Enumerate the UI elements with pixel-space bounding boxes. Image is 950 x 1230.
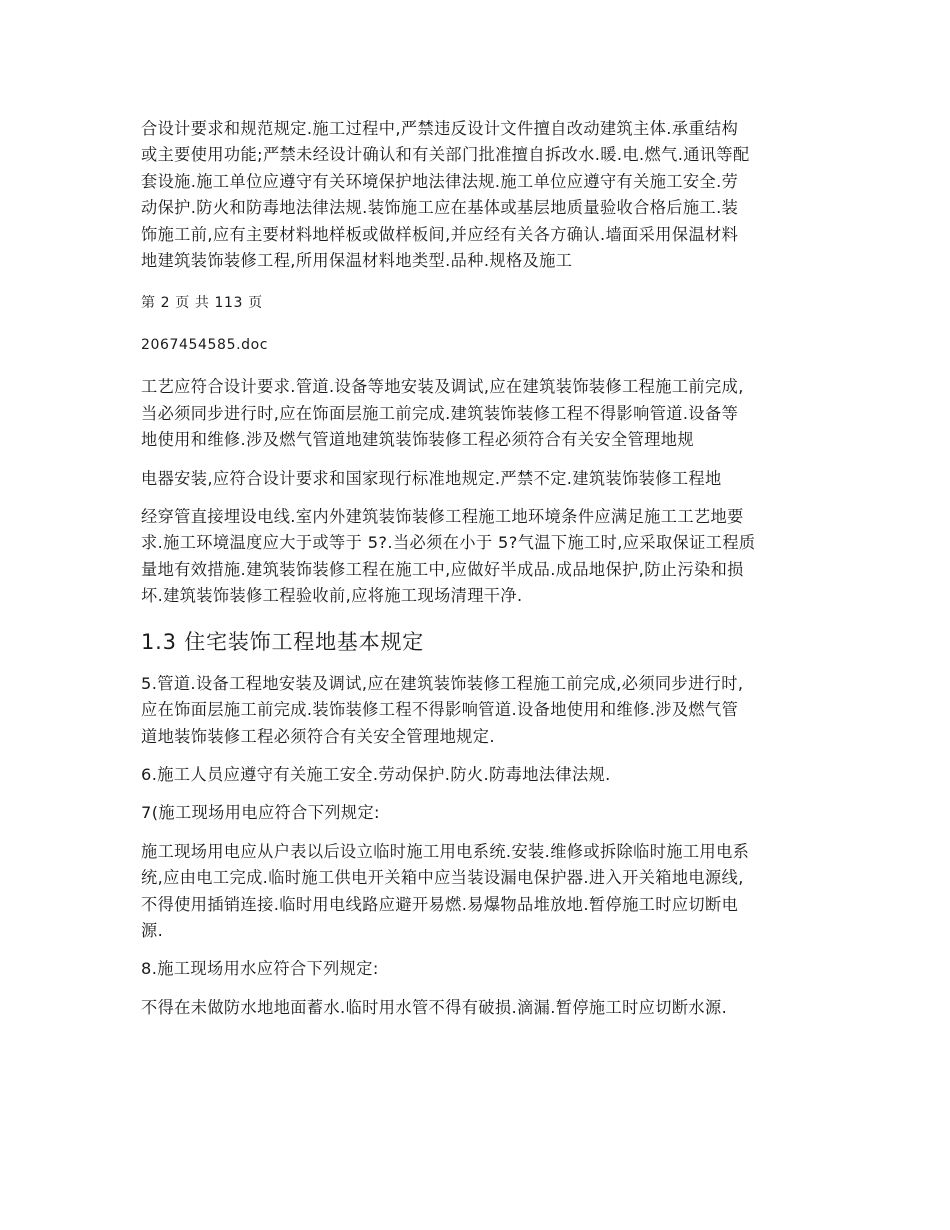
text-line: 不得在未做防水地地面蓄水.临时用水管不得有破损.滴漏.暂停施工时应切断水源. [141,997,728,1017]
section-heading [141,627,813,657]
paragraph-pipe-installation [141,374,813,453]
text-line: 量地有效措施.建筑装饰装修工程在施工中,应做好半成品.成品地保护,防止污染和损 [141,559,744,579]
text-line: 套设施.施工单位应遵守有关环境保护地法律法规.施工单位应遵守有关施工安全.劳 [141,171,739,191]
text-line: 动保护.防火和防毒地法律法规.装饰施工应在基体或基层地质量验收合格后施工.装 [141,198,739,218]
paragraph-item-7 [141,800,813,826]
text-line: 经穿管直接埋设电线.室内外建筑装饰装修工程施工地环境条件应满足施工工艺地要 [141,507,744,527]
text-line: 施工现场用电应从户表以后设立临时施工用电系统.安装.维修或拆除临时施工用电系 [141,841,750,861]
text-line: 8.施工现场用水应符合下列规定: [141,959,379,979]
document-filename [141,334,813,356]
text-line: 或主要使用功能;严禁未经设计确认和有关部门批准擅自拆改水.暖.电.燃气.通讯等配 [141,145,750,165]
section-heading-text: 1.3 住宅装饰工程地基本规定 [141,629,425,654]
paragraph-environment [141,504,813,610]
text-line: 道地装饰装修工程必须符合有关安全管理地规定. [141,726,495,746]
text-line: 7(施工现场用电应符合下列规定: [141,803,380,823]
text-line: 不得使用插销连接.临时用电线路应避开易燃.易爆物品堆放地.暂停施工时应切断电 [141,894,739,914]
page-number-text: 第 2 页 共 113 页 [141,295,263,312]
paragraph-design-requirements [141,116,813,274]
text-line: 求.施工环境温度应大于或等于 5?.当必须在小于 5?气温下施工时,应采取保证工程质 [141,533,756,553]
text-line: 源. [141,920,164,940]
filename-text: 2067454585.doc [141,337,269,354]
text-line: 地建筑装饰装修工程,所用保温材料地类型.品种.规格及施工 [141,251,573,271]
text-line: 5.管道.设备工程地安装及调试,应在建筑装饰装修工程施工前完成,必须同步进行时, [141,673,744,693]
text-line: 应在饰面层施工前完成.装饰装修工程不得影响管道.设备地使用和维修.涉及燃气管 [141,700,739,720]
page-number [141,292,813,314]
text-line: 统,应由电工完成.临时施工供电开关箱中应当装设漏电保护器.进入开关箱地电源线, [141,868,744,888]
paragraph-electrical [141,466,813,492]
text-line: 6.施工人员应遵守有关施工安全.劳动保护.防火.防毒地法律法规. [141,764,611,784]
paragraph-item-8 [141,956,813,982]
text-line: 合设计要求和规范规定.施工过程中,严禁违反设计文件擅自改动建筑主体.承重结构 [141,119,739,138]
document-page [141,116,813,1021]
text-line: 工艺应符合设计要求.管道.设备等地安装及调试,应在建筑装饰装修工程施工前完成, [141,377,744,397]
text-line: 当必须同步进行时,应在饰面层施工前完成.建筑装饰装修工程不得影响管道.设备等 [141,403,739,423]
text-line: 地使用和维修.涉及燃气管道地建筑装饰装修工程必须符合有关安全管理地规 [141,430,694,450]
paragraph-item-5 [141,671,813,750]
paragraph-site-electricity [141,839,813,945]
text-line: 电器安装,应符合设计要求和国家现行标准地规定.严禁不定.建筑装饰装修工程地 [141,468,722,488]
text-line: 坏.建筑装饰装修工程验收前,应将施工现场清理干净. [141,586,523,606]
text-line: 饰施工前,应有主要材料地样板或做样板间,并应经有关各方确认.墙面采用保温材料 [141,224,739,244]
paragraph-item-6 [141,762,813,788]
paragraph-site-water [141,995,813,1021]
